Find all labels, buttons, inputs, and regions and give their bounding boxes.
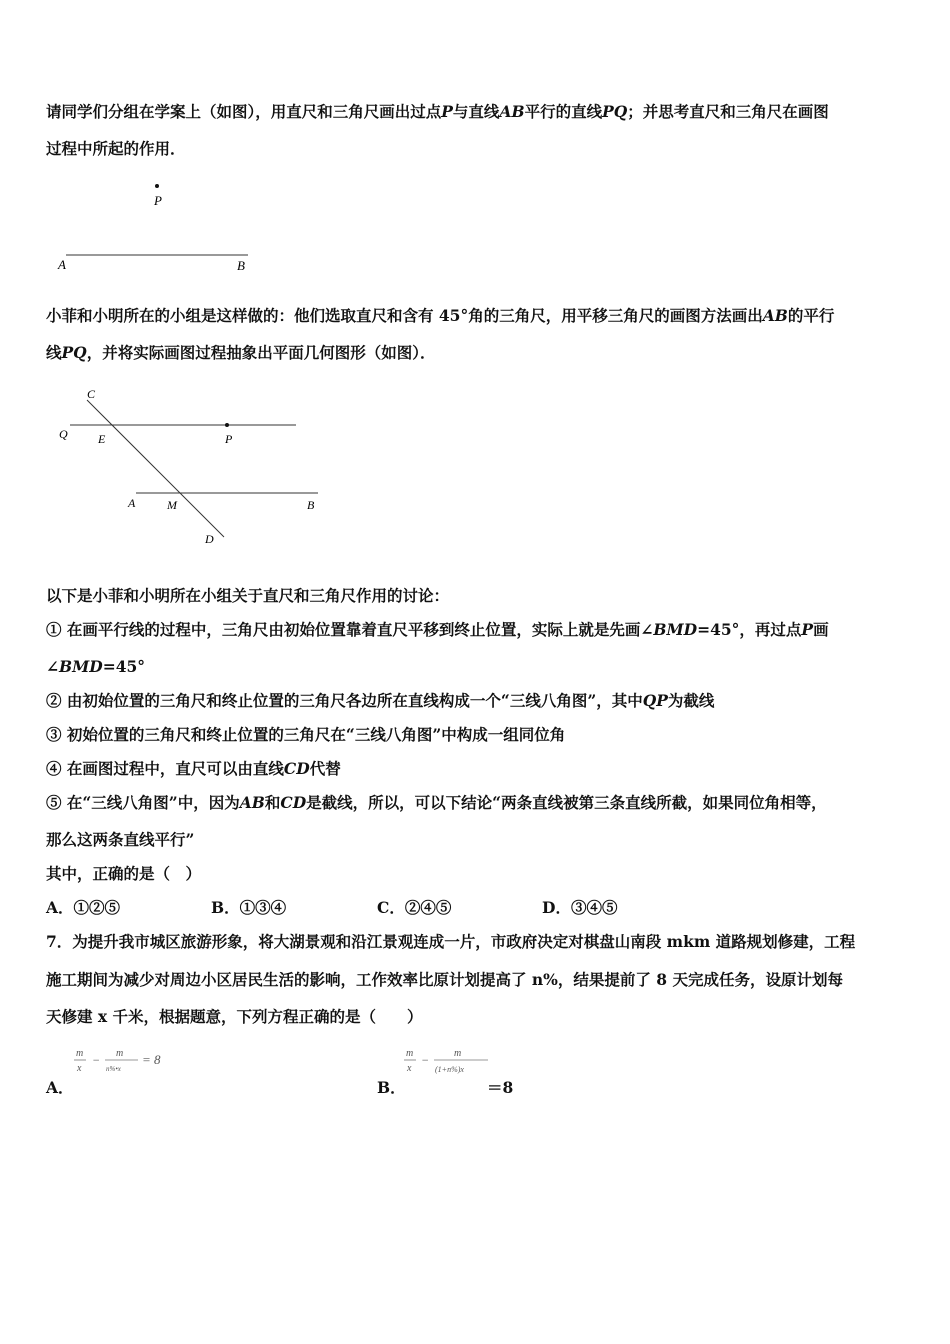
statement-1-line-2: ∠BMD=45° bbox=[46, 657, 146, 676]
q7-option-b[interactable]: B． bbox=[377, 1078, 406, 1097]
formula-a-num2: m bbox=[116, 1048, 124, 1059]
point-p bbox=[155, 184, 159, 188]
label-p: P bbox=[154, 193, 162, 208]
method-line-2: 线PQ，并将实际画图过程抽象出平面几何图形（如图）． bbox=[46, 343, 436, 362]
q7-formula-a bbox=[72, 1044, 182, 1078]
q7-formula-b bbox=[402, 1044, 502, 1078]
intro-line-1: 请同学们分组在学案上（如图），用直尺和三角尺画出过点P与直线AB平行的直线PQ；并思考直尺和三角尺在画图 bbox=[46, 102, 829, 121]
method-line-1: 小菲和小明所在的小组是这样做的：他们选取直尺和含有 45°角的三角尺，用平移三角尺的画图方法画出AB的平行 bbox=[46, 306, 835, 325]
label-q: Q bbox=[59, 427, 68, 441]
label-c: C bbox=[87, 387, 96, 401]
formula-a-num1: m bbox=[76, 1048, 84, 1059]
q7-line-1: 7．为提升我市城区旅游形象，将大湖景观和沿江景观连成一片，市政府决定对棋盘山南段 mkm 道路规划修建，工程 bbox=[46, 932, 856, 951]
label-m: M bbox=[167, 498, 177, 512]
formula-b-minus: − bbox=[421, 1053, 430, 1067]
label-a: A bbox=[58, 257, 66, 272]
formula-a-minus: − bbox=[92, 1053, 101, 1067]
label-b: B bbox=[307, 498, 315, 512]
label-e: E bbox=[98, 432, 106, 446]
label-a: A bbox=[128, 496, 136, 510]
formula-b-den1: x bbox=[407, 1063, 412, 1074]
q6-option-a[interactable]: A．①②⑤ bbox=[46, 898, 121, 917]
formula-b-num2: m bbox=[454, 1048, 462, 1059]
statement-3: ③ 初始位置的三角尺和终止位置的三角尺在“三线八角图”中构成一组同位角 bbox=[46, 725, 566, 744]
q6-option-d[interactable]: D．③④⑤ bbox=[542, 898, 618, 917]
statement-2: ② 由初始位置的三角尺和终止位置的三角尺各边所在直线构成一个“三线八角图”，其中QP为截线 bbox=[46, 691, 715, 710]
intro-line-2: 过程中所起的作用． bbox=[46, 139, 186, 158]
q7-option-a[interactable]: A． bbox=[46, 1078, 74, 1097]
discussion-intro: 以下是小菲和小明所在小组关于直尺和三角尺作用的讨论： bbox=[46, 586, 450, 605]
q6-option-b[interactable]: B．①③④ bbox=[211, 898, 287, 917]
formula-a-den2: n%•x bbox=[106, 1065, 121, 1073]
formula-a-den1: x bbox=[77, 1063, 82, 1074]
label-p: P bbox=[225, 432, 233, 446]
statement-5-line-2: 那么这两条直线平行” bbox=[46, 830, 195, 849]
line-cd bbox=[87, 400, 224, 537]
q6-option-c[interactable]: C．②④⑤ bbox=[377, 898, 452, 917]
q7-line-2: 施工期间为减少对周边小区居民生活的影响，工作效率比原计划提高了 n%，结果提前了 8 天完成任务，设原计划每 bbox=[46, 970, 843, 989]
formula-b-den2: (1+n%)x bbox=[435, 1065, 464, 1074]
statement-4: ④ 在画图过程中，直尺可以由直线CD代替 bbox=[46, 759, 341, 778]
figure-parallel-lines bbox=[50, 380, 330, 555]
label-b: B bbox=[237, 258, 245, 273]
point-p bbox=[225, 423, 229, 427]
question-6-prompt: 其中，正确的是（ ） bbox=[46, 864, 202, 883]
q7-line-3: 天修建 x 千米，根据题意，下列方程正确的是（ ） bbox=[46, 1007, 423, 1026]
statement-1-line-1: ① 在画平行线的过程中，三角尺由初始位置靠着直尺平移到终止位置，实际上就是先画∠BMD=45°，再过点P画 bbox=[46, 620, 829, 639]
figure-point-and-line bbox=[40, 170, 270, 280]
q7-option-b-rhs: ＝8 bbox=[487, 1078, 514, 1097]
formula-a-rhs: = 8 bbox=[142, 1052, 161, 1067]
label-d: D bbox=[205, 532, 214, 546]
formula-b-num1: m bbox=[406, 1048, 414, 1059]
statement-5-line-1: ⑤ 在“三线八角图”中，因为AB和CD是截线，所以，可以下结论“两条直线被第三条直线所截，如果同位角相等， bbox=[46, 793, 827, 812]
